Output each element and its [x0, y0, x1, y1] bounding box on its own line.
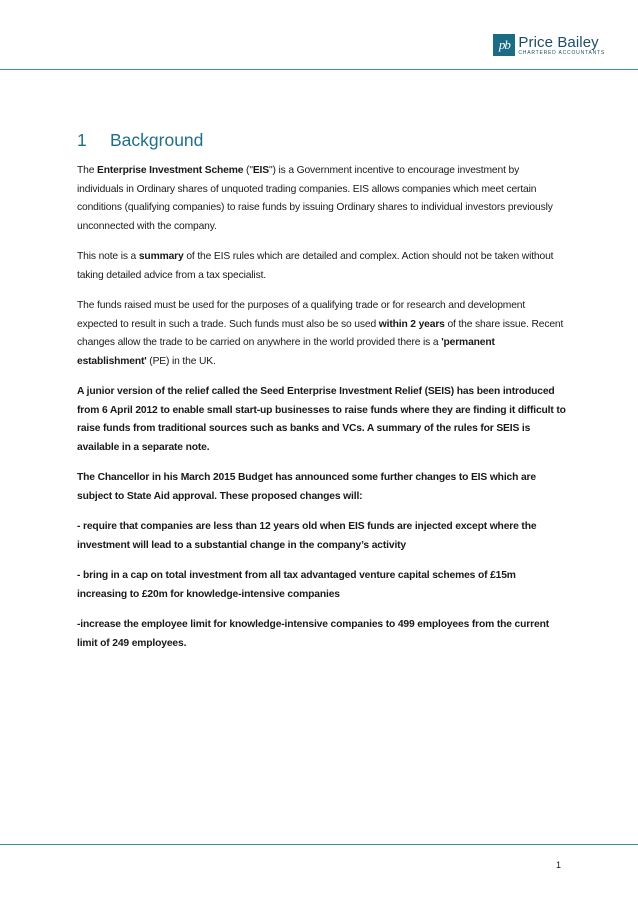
bold-term: EIS: [252, 165, 269, 176]
logo-subtitle: CHARTERED ACCOUNTANTS: [518, 49, 605, 56]
text-run: of the EIS rules which are detailed and complex. Action should not be taken without taking detailed advice from a tax specialist.: [77, 251, 554, 281]
price-bailey-logo: [493, 34, 605, 56]
paragraph-eis-intro: [77, 162, 567, 236]
bold-term: 'permanent establishment': [77, 337, 495, 367]
paragraph-change-investment-cap: - bring in a cap on total investment from all tax advantaged venture capital schemes of £15m increasing to £20m for knowledge-intensive companies: [77, 570, 516, 600]
document-body: [77, 130, 567, 665]
bold-term: Enterprise Investment Scheme: [97, 165, 244, 176]
text-run: ") is a Government incentive to encourage investment by individuals in Ordinary shares of unquoted trading companies. EIS allows companies which meet certain conditions (qualifying companies) to raise funds by issuing Ordinary shares to individual investors previously unconnected with the company.: [77, 165, 553, 232]
logo-text: [518, 35, 605, 56]
section-heading: [77, 130, 567, 151]
text-run: The: [77, 165, 98, 176]
footer-divider: [0, 844, 638, 845]
paragraph-funds-usage: [77, 297, 567, 371]
header-divider: [0, 69, 638, 70]
paragraph-budget-2015: The Chancellor in his March 2015 Budget has announced some further changes to EIS which are subject to State Aid approval. These proposed changes will:: [77, 472, 536, 502]
text-run: (": [243, 165, 253, 176]
bold-term: summary: [138, 251, 184, 262]
text-run: The funds raised must be used for the purposes of a qualifying trade or for research and development expected to result in such a trade. Such funds must also be so used: [77, 300, 526, 330]
text-run: of the share issue. Recent changes allow the trade to be carried on anywhere in the world provided there is a: [77, 318, 564, 348]
logo-name: Price Bailey: [518, 33, 599, 51]
paragraph-change-age-limit: - require that companies are less than 12 years old when EIS funds are injected except where the investment will lead to a substantial change in the company’s activity: [77, 521, 537, 551]
text-run: This note is a: [77, 251, 139, 262]
page-number: 1: [556, 860, 562, 870]
paragraph-seis: A junior version of the relief called the Seed Enterprise Investment Relief (SEIS) has been introduced from 6 April 2012 to enable small start-up businesses to raise funds where they are finding it difficult to raise funds from traditional sources such as banks and VCs. A summary of the rules for SEIS is available in a separate note.: [77, 386, 566, 453]
text-run: (PE) in the UK.: [146, 355, 216, 367]
paragraph-summary-note: [77, 248, 567, 285]
bold-term: within 2 years: [378, 318, 445, 330]
section-number: 1: [77, 130, 87, 150]
paragraph-change-employee-limit: -increase the employee limit for knowledge-intensive companies to 499 employees from the current limit of 249 employees.: [77, 619, 549, 649]
section-title: Background: [110, 130, 204, 150]
logo-mark-icon: pb: [493, 34, 515, 56]
